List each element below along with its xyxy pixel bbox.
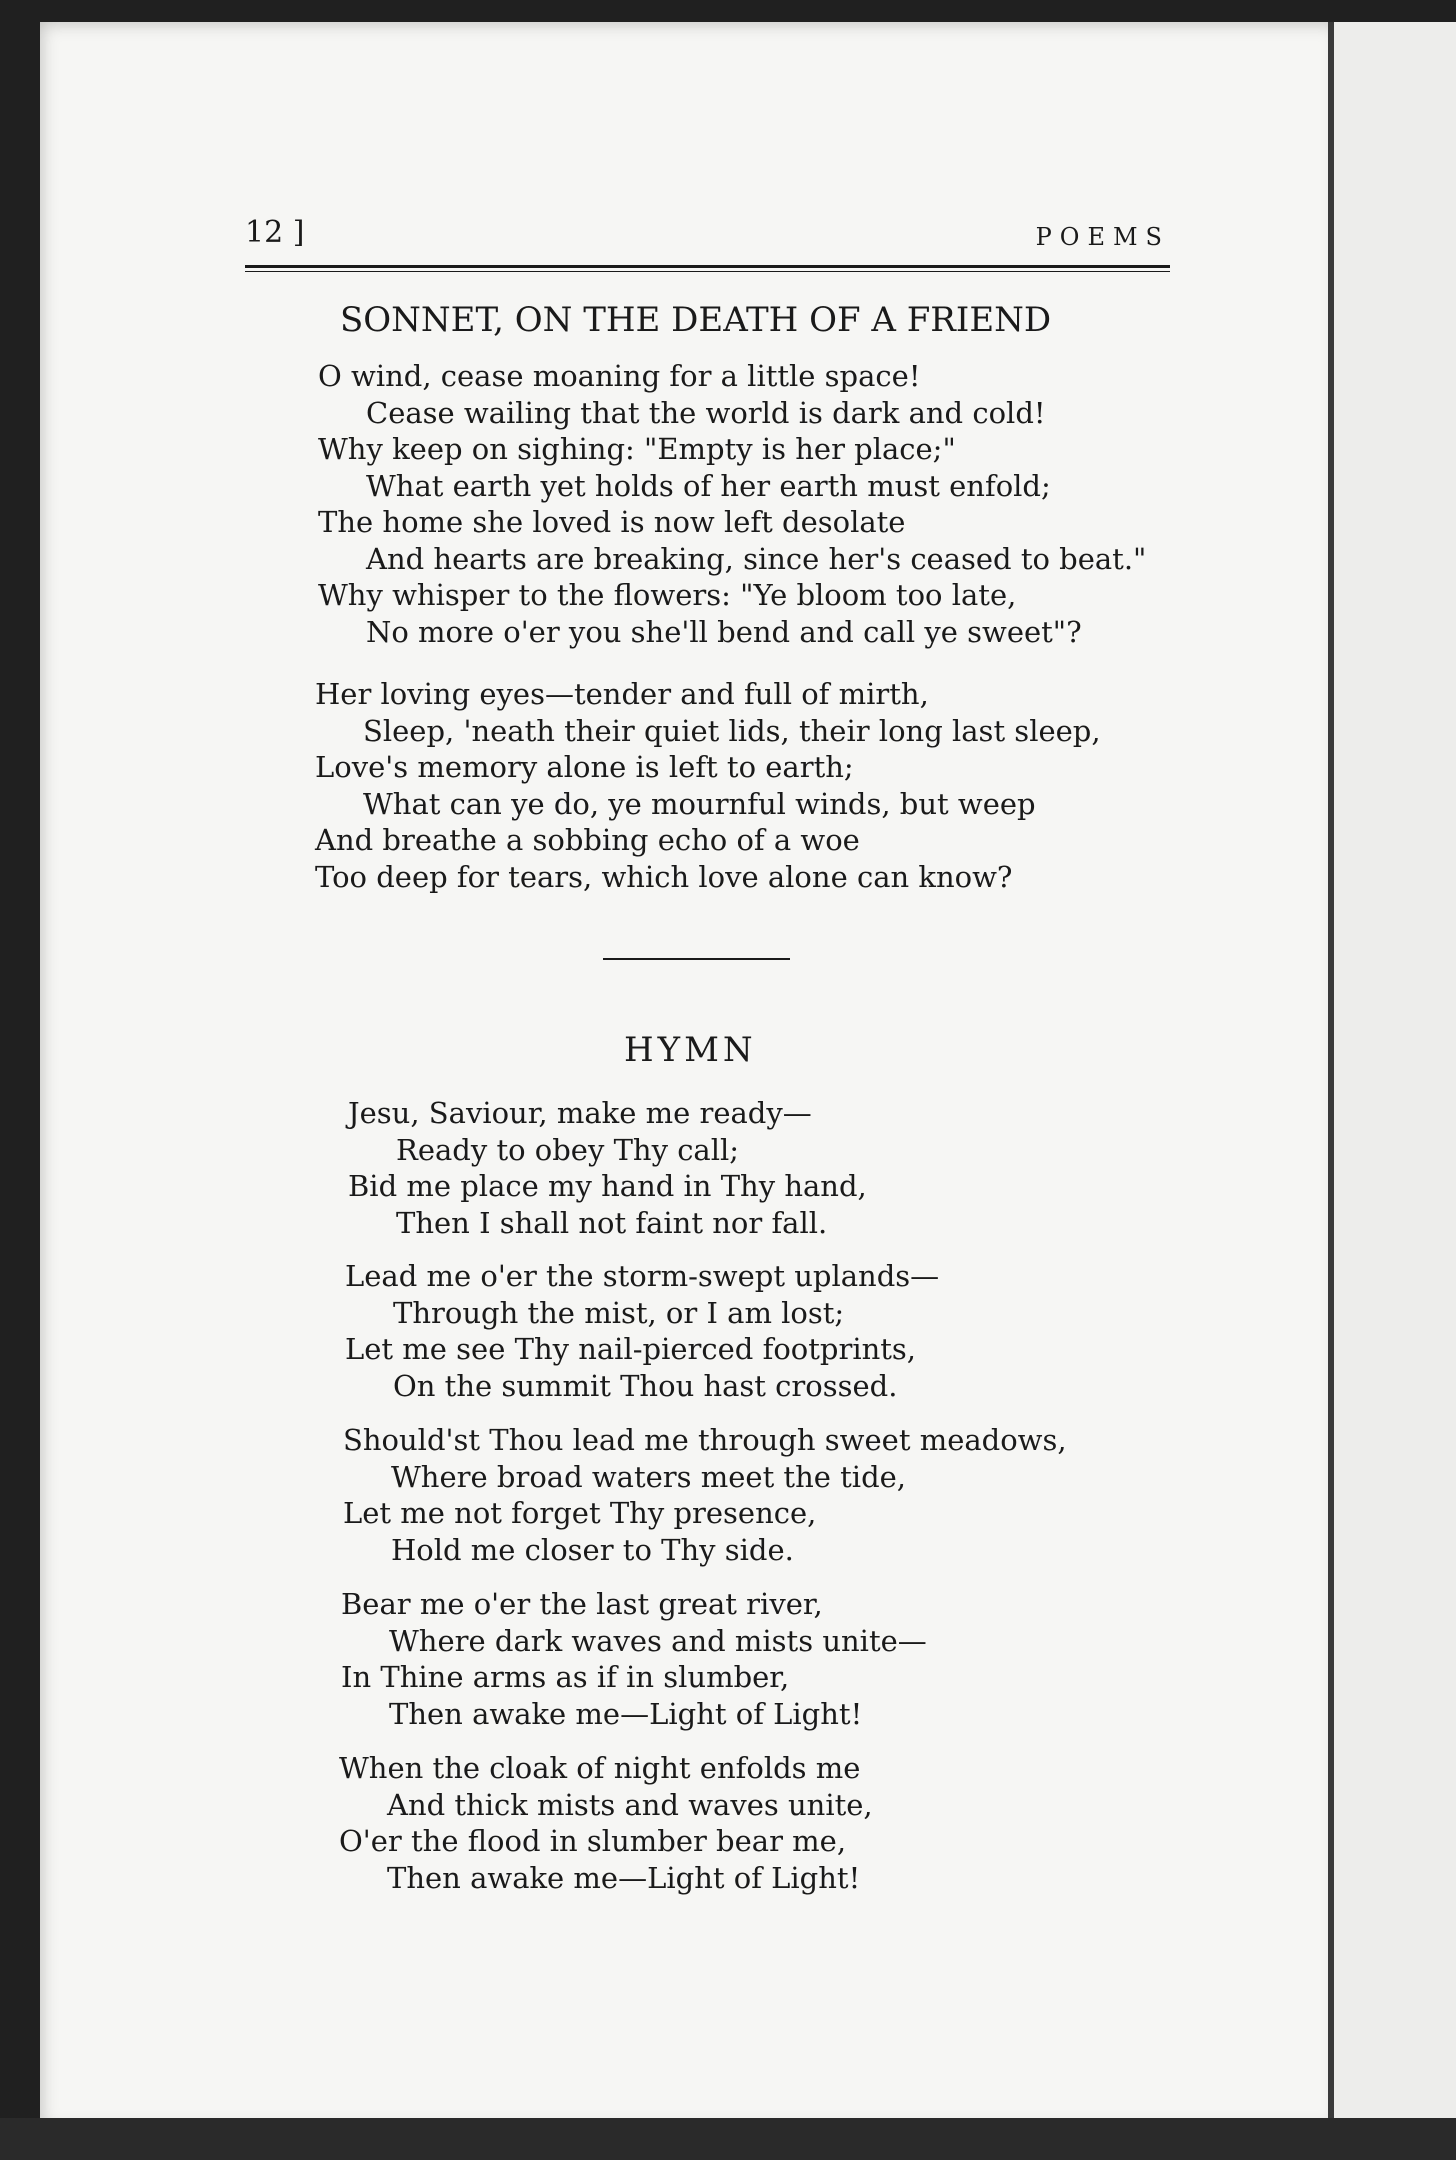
running-head: POEMS xyxy=(1035,223,1170,251)
poem-line: Where dark waves and mists unite— xyxy=(389,1623,927,1658)
poem-line: What earth yet holds of her earth must enfold; xyxy=(366,468,1051,503)
hymn-stanza-1 xyxy=(348,1095,867,1241)
poem-line: And hearts are breaking, since her's ceased to beat." xyxy=(366,541,1147,576)
section-divider xyxy=(603,958,790,960)
poem-line: On the summit Thou hast crossed. xyxy=(393,1368,898,1403)
poem-line: O wind, cease moaning for a little space! xyxy=(318,359,921,393)
poem-line: Let me not forget Thy presence, xyxy=(343,1496,817,1530)
poem-line: Cease wailing that the world is dark and cold! xyxy=(366,395,1046,430)
sonnet-stanza-1 xyxy=(318,358,1146,650)
poem-line: Bear me o'er the last great river, xyxy=(341,1587,823,1621)
poem-line: In Thine arms as if in slumber, xyxy=(341,1660,790,1694)
poem-line: Her loving eyes—tender and full of mirth, xyxy=(315,677,929,711)
poem-line: Should'st Thou lead me through sweet meadows, xyxy=(343,1423,1067,1457)
poem-line: What can ye do, ye mournful winds, but weep xyxy=(363,786,1036,821)
poem-line: Why keep on sighing: "Empty is her place;" xyxy=(318,432,956,466)
poem-line: Ready to obey Thy call; xyxy=(396,1132,740,1167)
poem-line: Then awake me—Light of Light! xyxy=(387,1860,861,1895)
page-number: 12 ] xyxy=(245,215,305,250)
poem-line: Sleep, 'neath their quiet lids, their long last sleep, xyxy=(363,713,1101,748)
poem-line: O'er the flood in slumber bear me, xyxy=(339,1824,847,1858)
poem-line: No more o'er you she'll bend and call ye sweet"? xyxy=(366,614,1082,649)
poem-line: Lead me o'er the storm-swept uplands— xyxy=(345,1259,940,1293)
poem-line: Why whisper to the flowers: "Ye bloom too late, xyxy=(318,578,1017,612)
hymn-stanza-5 xyxy=(339,1750,873,1896)
poem-line: Jesu, Saviour, make me ready— xyxy=(348,1096,812,1130)
poem-line: When the cloak of night enfolds me xyxy=(339,1751,861,1785)
poem-line: And thick mists and waves unite, xyxy=(387,1787,873,1822)
page-header xyxy=(245,215,1170,255)
facing-page-edge xyxy=(1334,22,1456,2130)
hymn-stanza-2 xyxy=(345,1258,939,1404)
sonnet-stanza-2 xyxy=(315,676,1101,895)
poem-line: Too deep for tears, which love alone can know? xyxy=(315,859,1013,894)
hymn-stanza-3 xyxy=(343,1422,1067,1568)
poem-line: Then I shall not faint nor fall. xyxy=(396,1205,828,1240)
poem-line: Then awake me—Light of Light! xyxy=(389,1696,863,1731)
poem-line: And breathe a sobbing echo of a woe xyxy=(315,823,860,857)
poem-line: Through the mist, or I am lost; xyxy=(393,1295,845,1330)
header-rule xyxy=(245,265,1170,272)
hymn-stanza-4 xyxy=(341,1586,927,1732)
hymn-title: HYMN xyxy=(624,1030,757,1070)
poem-line: Hold me closer to Thy side. xyxy=(391,1532,794,1567)
poem-line: Where broad waters meet the tide, xyxy=(391,1459,907,1494)
poem-line: Let me see Thy nail-pierced footprints, xyxy=(345,1332,917,1366)
poem-line: The home she loved is now left desolate xyxy=(318,505,906,539)
sonnet-title: SONNET, ON THE DEATH OF A FRIEND xyxy=(340,300,1052,340)
poem-line: Love's memory alone is left to earth; xyxy=(315,750,854,784)
poem-line: Bid me place my hand in Thy hand, xyxy=(348,1169,867,1203)
scan-border xyxy=(0,2118,1456,2160)
